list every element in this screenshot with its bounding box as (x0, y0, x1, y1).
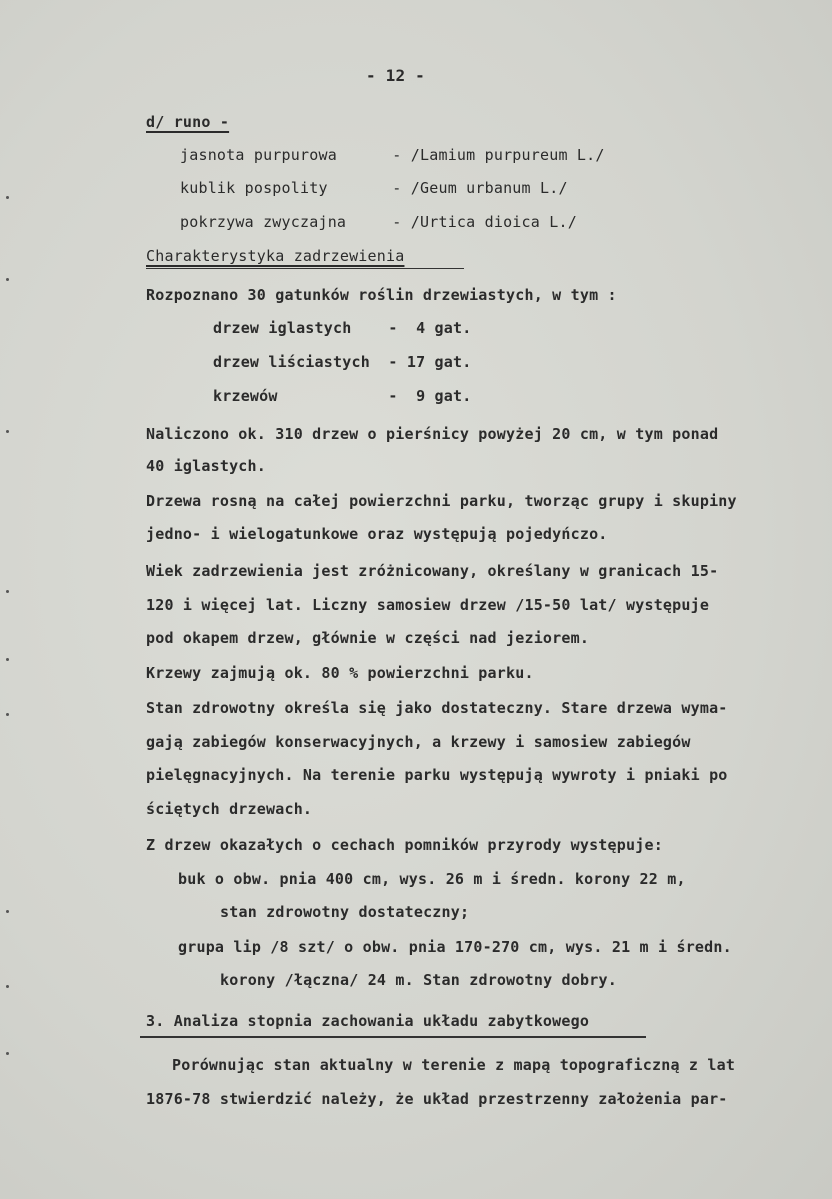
monument-tree-detail: korony /łączna/ 24 m. Stan zdrowotny dobry. (220, 971, 617, 989)
text-line: Z drzew okazałych o cechach pomników przyrody występuje: (146, 836, 663, 854)
text-line: ściętych drzewach. (146, 800, 313, 818)
text-line: 40 iglastych. (146, 457, 266, 475)
heading-rule (146, 268, 464, 269)
text-line: Stan zdrowotny określa się jako dostateczny. Stare drzewa wyma- (146, 699, 728, 717)
text-line: Drzewa rosną na całej powierzchni parku, tworząc grupy i skupiny (146, 492, 737, 510)
text-line: 120 i więcej lat. Liczny samosiew drzew /15-50 lat/ występuje (146, 596, 710, 614)
monument-tree-detail: stan zdrowotny dostateczny; (220, 903, 470, 921)
monument-tree-item: grupa lip /8 szt/ o obw. pnia 170-270 cm, wys. 21 m i średn. (178, 938, 732, 956)
margin-mark (6, 278, 9, 281)
text-line: Rozpoznano 30 gatunków roślin drzewiastych, w tym : (146, 286, 617, 304)
page-number: - 12 - (366, 66, 425, 85)
text-line: Krzewy zajmują ok. 80 % powierzchni parku. (146, 664, 534, 682)
margin-mark (6, 430, 9, 433)
text-line: pielęgnacyjnych. Na terenie parku występują wywroty i pniaki po (146, 766, 728, 784)
species-count-row: krzewów - 9 gat. (213, 387, 472, 405)
text-line: Porównując stan aktualny w terenie z mapą topograficzną z lat (172, 1056, 736, 1074)
margin-mark (6, 1052, 9, 1055)
margin-mark (6, 985, 9, 988)
species-count-row: drzew liściastych - 17 gat. (213, 353, 472, 371)
text-line: jedno- i wielogatunkowe oraz występują pojedyńczo. (146, 525, 608, 543)
text-line: Wiek zadrzewienia jest zróżnicowany, określany w granicach 15- (146, 562, 719, 580)
section-heading-characteristics: Charakterystyka zadrzewienia (146, 247, 405, 265)
species-count-row: drzew iglastych - 4 gat. (213, 319, 472, 337)
plant-list-item: pokrzywa zwyczajna - /Urtica dioica L./ (180, 213, 577, 231)
section-heading-analysis: 3. Analiza stopnia zachowania układu zabytkowego (146, 1012, 590, 1030)
plant-list-item: jasnota purpurowa - /Lamium purpureum L./ (180, 146, 605, 164)
text-line: Naliczono ok. 310 drzew o pierśnicy powyżej 20 cm, w tym ponad (146, 425, 719, 443)
text-line: pod okapem drzew, głównie w części nad jeziorem. (146, 629, 590, 647)
section-heading-runo: d/ runo - (146, 113, 230, 131)
text-line: gają zabiegów konserwacyjnych, a krzewy i samosiew zabiegów (146, 733, 691, 751)
margin-mark (6, 590, 9, 593)
monument-tree-item: buk o obw. pnia 400 cm, wys. 26 m i średn. korony 22 m, (178, 870, 686, 888)
margin-mark (6, 910, 9, 913)
margin-mark (6, 196, 9, 199)
margin-mark (6, 658, 9, 661)
margin-mark (6, 713, 9, 716)
plant-list-item: kublik pospolity - /Geum urbanum L./ (180, 179, 568, 197)
heading-rule (140, 1036, 646, 1038)
text-line: 1876-78 stwierdzić należy, że układ przestrzenny założenia par- (146, 1090, 728, 1108)
